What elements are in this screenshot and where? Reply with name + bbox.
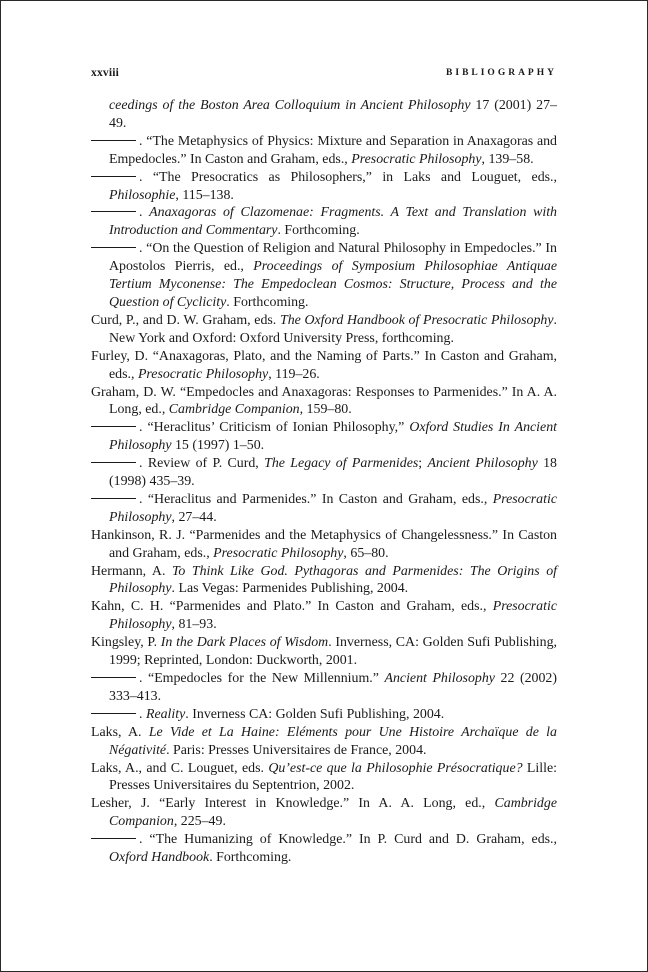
entry-text: , 65–80. bbox=[343, 545, 389, 561]
entry-text: , 159–80. bbox=[299, 402, 352, 418]
entry-text: , 81–93. bbox=[171, 617, 217, 633]
entry-text: . Inverness CA: Golden Sufi Publishing, 2004. bbox=[185, 706, 445, 722]
entry-title-italic: Presocratic Philosophy bbox=[137, 366, 269, 382]
bibliography-entry bbox=[91, 312, 557, 348]
entry-text: 15 (1997) 1–50. bbox=[171, 438, 265, 454]
bibliography-entry bbox=[91, 169, 557, 205]
entry-text: Furley, D. “Anaxagoras, Plato, and the Naming of Parts.” In Caston and Graham, eds., bbox=[91, 348, 557, 382]
entry-text: . “Empedocles for the New Millennium.” bbox=[139, 671, 385, 686]
entry-title-italic: Proceedings of Symposium Philosophiae Antiquae Tertium Myconense: The Empedoclean Cosmos: Structure, Process and the Question of Cyclicity bbox=[109, 259, 557, 310]
entry-text: Curd, P., and D. W. Graham, eds. bbox=[91, 312, 280, 328]
entry-text: Hermann, A. bbox=[91, 563, 172, 579]
repeat-author-dash bbox=[91, 462, 136, 463]
page-header bbox=[91, 67, 557, 85]
entry-title-italic: Ancient Philosophy bbox=[384, 671, 495, 686]
entry-title-italic: Cambridge Companion bbox=[109, 796, 557, 830]
entry-title-italic: Presocratic Philosophy bbox=[213, 545, 344, 561]
repeat-author-dash bbox=[91, 247, 136, 248]
repeat-author-dash bbox=[91, 176, 136, 177]
entry-text: . bbox=[139, 205, 150, 221]
repeat-author-dash bbox=[91, 677, 136, 678]
entry-text: Lille: Presses Universitaires du Septentrion, 2002. bbox=[109, 760, 557, 794]
entry-text: . “The Presocratics as Philosophers,” in Laks and Louguet, eds., bbox=[139, 169, 557, 185]
entry-title-italic: The Oxford Handbook of Presocratic Philosophy bbox=[279, 312, 554, 328]
entry-text: Kahn, C. H. “Parmenides and Plato.” In Caston and Graham, eds., bbox=[91, 599, 493, 615]
entry-text: 17 (2001) 27–49. bbox=[109, 98, 557, 131]
entry-title-italic: ceedings of the Boston Area Colloquium in Ancient Philosophy bbox=[109, 98, 471, 113]
entry-title-italic: Philosophie bbox=[109, 187, 176, 203]
entry-text: . Las Vegas: Parmenides Publishing, 2004. bbox=[171, 581, 409, 597]
entry-title-italic: Presocratic Philosophy bbox=[351, 151, 482, 167]
bibliography-entry bbox=[91, 133, 557, 169]
entry-text: , 139–58. bbox=[481, 151, 534, 167]
entry-text: . New York and Oxford: Oxford University Press, forthcoming. bbox=[109, 312, 557, 346]
page-number: xxviii bbox=[91, 67, 120, 79]
repeat-author-dash bbox=[91, 426, 136, 427]
entry-text: . “Heraclitus and Parmenides.” In Caston and Graham, eds., bbox=[139, 491, 493, 507]
entry-text: . Forthcoming. bbox=[209, 850, 292, 866]
entry-text: . bbox=[139, 706, 146, 722]
entry-title-italic: Cambridge Companion bbox=[168, 402, 300, 418]
entry-title-italic: Anaxagoras of Clazomenae: Fragments. A Text and Translation with Introduction and Commentary bbox=[109, 205, 558, 239]
entry-text: Laks, A., and C. Louguet, eds. bbox=[91, 760, 269, 776]
bibliography-entry bbox=[91, 240, 557, 312]
bibliography-list bbox=[91, 97, 557, 867]
entry-text: . Forthcoming. bbox=[277, 223, 360, 239]
bibliography-entry bbox=[91, 831, 557, 867]
bibliography-entry bbox=[91, 97, 557, 133]
running-head: BIBLIOGRAPHY bbox=[446, 68, 557, 78]
repeat-author-dash bbox=[91, 498, 136, 499]
entry-title-italic: The Legacy of Parmenides bbox=[264, 456, 419, 472]
entry-text: . Inverness, CA: Golden Sufi Publishing, 1999; Reprinted, London: Duckworth, 2001. bbox=[109, 635, 557, 669]
entry-text: , 27–44. bbox=[171, 509, 217, 525]
entry-text: Laks, A. bbox=[91, 724, 149, 740]
entry-title-italic: Qu’est-ce que la Philosophie Présocratique? bbox=[268, 760, 523, 776]
bibliography-entry bbox=[91, 527, 557, 563]
entry-text: 22 (2002) 333–413. bbox=[109, 671, 557, 704]
bibliography-entry bbox=[91, 724, 557, 760]
entry-title-italic: In the Dark Places of Wisdom bbox=[160, 635, 329, 651]
entry-text: . “Heraclitus’ Criticism of Ionian Philosophy,” bbox=[139, 420, 410, 436]
repeat-author-dash bbox=[91, 211, 136, 212]
entry-text: , 225–49. bbox=[173, 814, 226, 830]
entry-title-italic: Presocratic Philosophy bbox=[109, 599, 557, 633]
bibliography-entry bbox=[91, 384, 557, 420]
entry-text: . “The Humanizing of Knowledge.” In P. Curd and D. Graham, eds., bbox=[139, 832, 557, 848]
entry-text: , 119–26. bbox=[268, 366, 320, 382]
entry-text: ; bbox=[418, 456, 428, 472]
entry-title-italic: Ancient Philosophy bbox=[427, 456, 538, 472]
entry-text: Hankinson, R. J. “Parmenides and the Metaphysics of Changelessness.” In Caston and Graham, eds., bbox=[91, 527, 557, 561]
entry-title-italic: Oxford Studies In Ancient Philosophy bbox=[109, 420, 558, 454]
entry-text: . Forthcoming. bbox=[226, 294, 309, 310]
entry-text: 18 (1998) 435–39. bbox=[109, 456, 558, 490]
bibliography-entry bbox=[91, 491, 557, 527]
entry-title-italic: To Think Like God. Pythagoras and Parmenides: The Origins of Philosophy bbox=[109, 563, 557, 597]
entry-text: Kingsley, P. bbox=[91, 635, 161, 651]
repeat-author-dash bbox=[91, 140, 136, 141]
entry-text: Graham, D. W. “Empedocles and Anaxagoras: Responses to Parmenides.” In A. A. Long, ed., bbox=[91, 384, 557, 418]
entry-text: . “The Metaphysics of Physics: Mixture and Separation in Anaxagoras and Empedocles.” In Caston and Graham, eds., bbox=[109, 133, 557, 167]
entry-text: , 115–138. bbox=[175, 187, 234, 203]
entry-text: . “On the Question of Religion and Natural Philosophy in Empedocles.” In Apostolos Pierris, ed., bbox=[109, 241, 557, 275]
entry-title-italic: Presocratic Philosophy bbox=[109, 491, 557, 525]
entry-title-italic: Reality bbox=[145, 706, 186, 722]
bibliography-entry bbox=[91, 795, 557, 831]
entry-text: Lesher, J. “Early Interest in Knowledge.” In A. A. Long, ed., bbox=[91, 796, 495, 812]
bibliography-entry bbox=[91, 204, 557, 240]
bibliography-entry bbox=[91, 598, 557, 634]
bibliography-entry bbox=[91, 348, 557, 384]
bibliography-entry bbox=[91, 634, 557, 670]
bibliography-entry bbox=[91, 455, 557, 491]
entry-text: . Review of P. Curd, bbox=[139, 456, 265, 472]
repeat-author-dash bbox=[91, 838, 136, 839]
repeat-author-dash bbox=[91, 713, 136, 714]
bibliography-entry bbox=[91, 419, 557, 455]
bibliography-entry bbox=[91, 760, 557, 796]
entry-title-italic: Oxford Handbook bbox=[109, 850, 210, 866]
entry-text: . Paris: Presses Universitaires de France, 2004. bbox=[166, 742, 427, 758]
entry-title-italic: Le Vide et La Haine: Eléments pour Une Histoire Archaïque de la Négativité bbox=[109, 724, 557, 758]
bibliography-entry bbox=[91, 706, 557, 724]
bibliography-entry bbox=[91, 563, 557, 599]
bibliography-entry bbox=[91, 670, 557, 706]
